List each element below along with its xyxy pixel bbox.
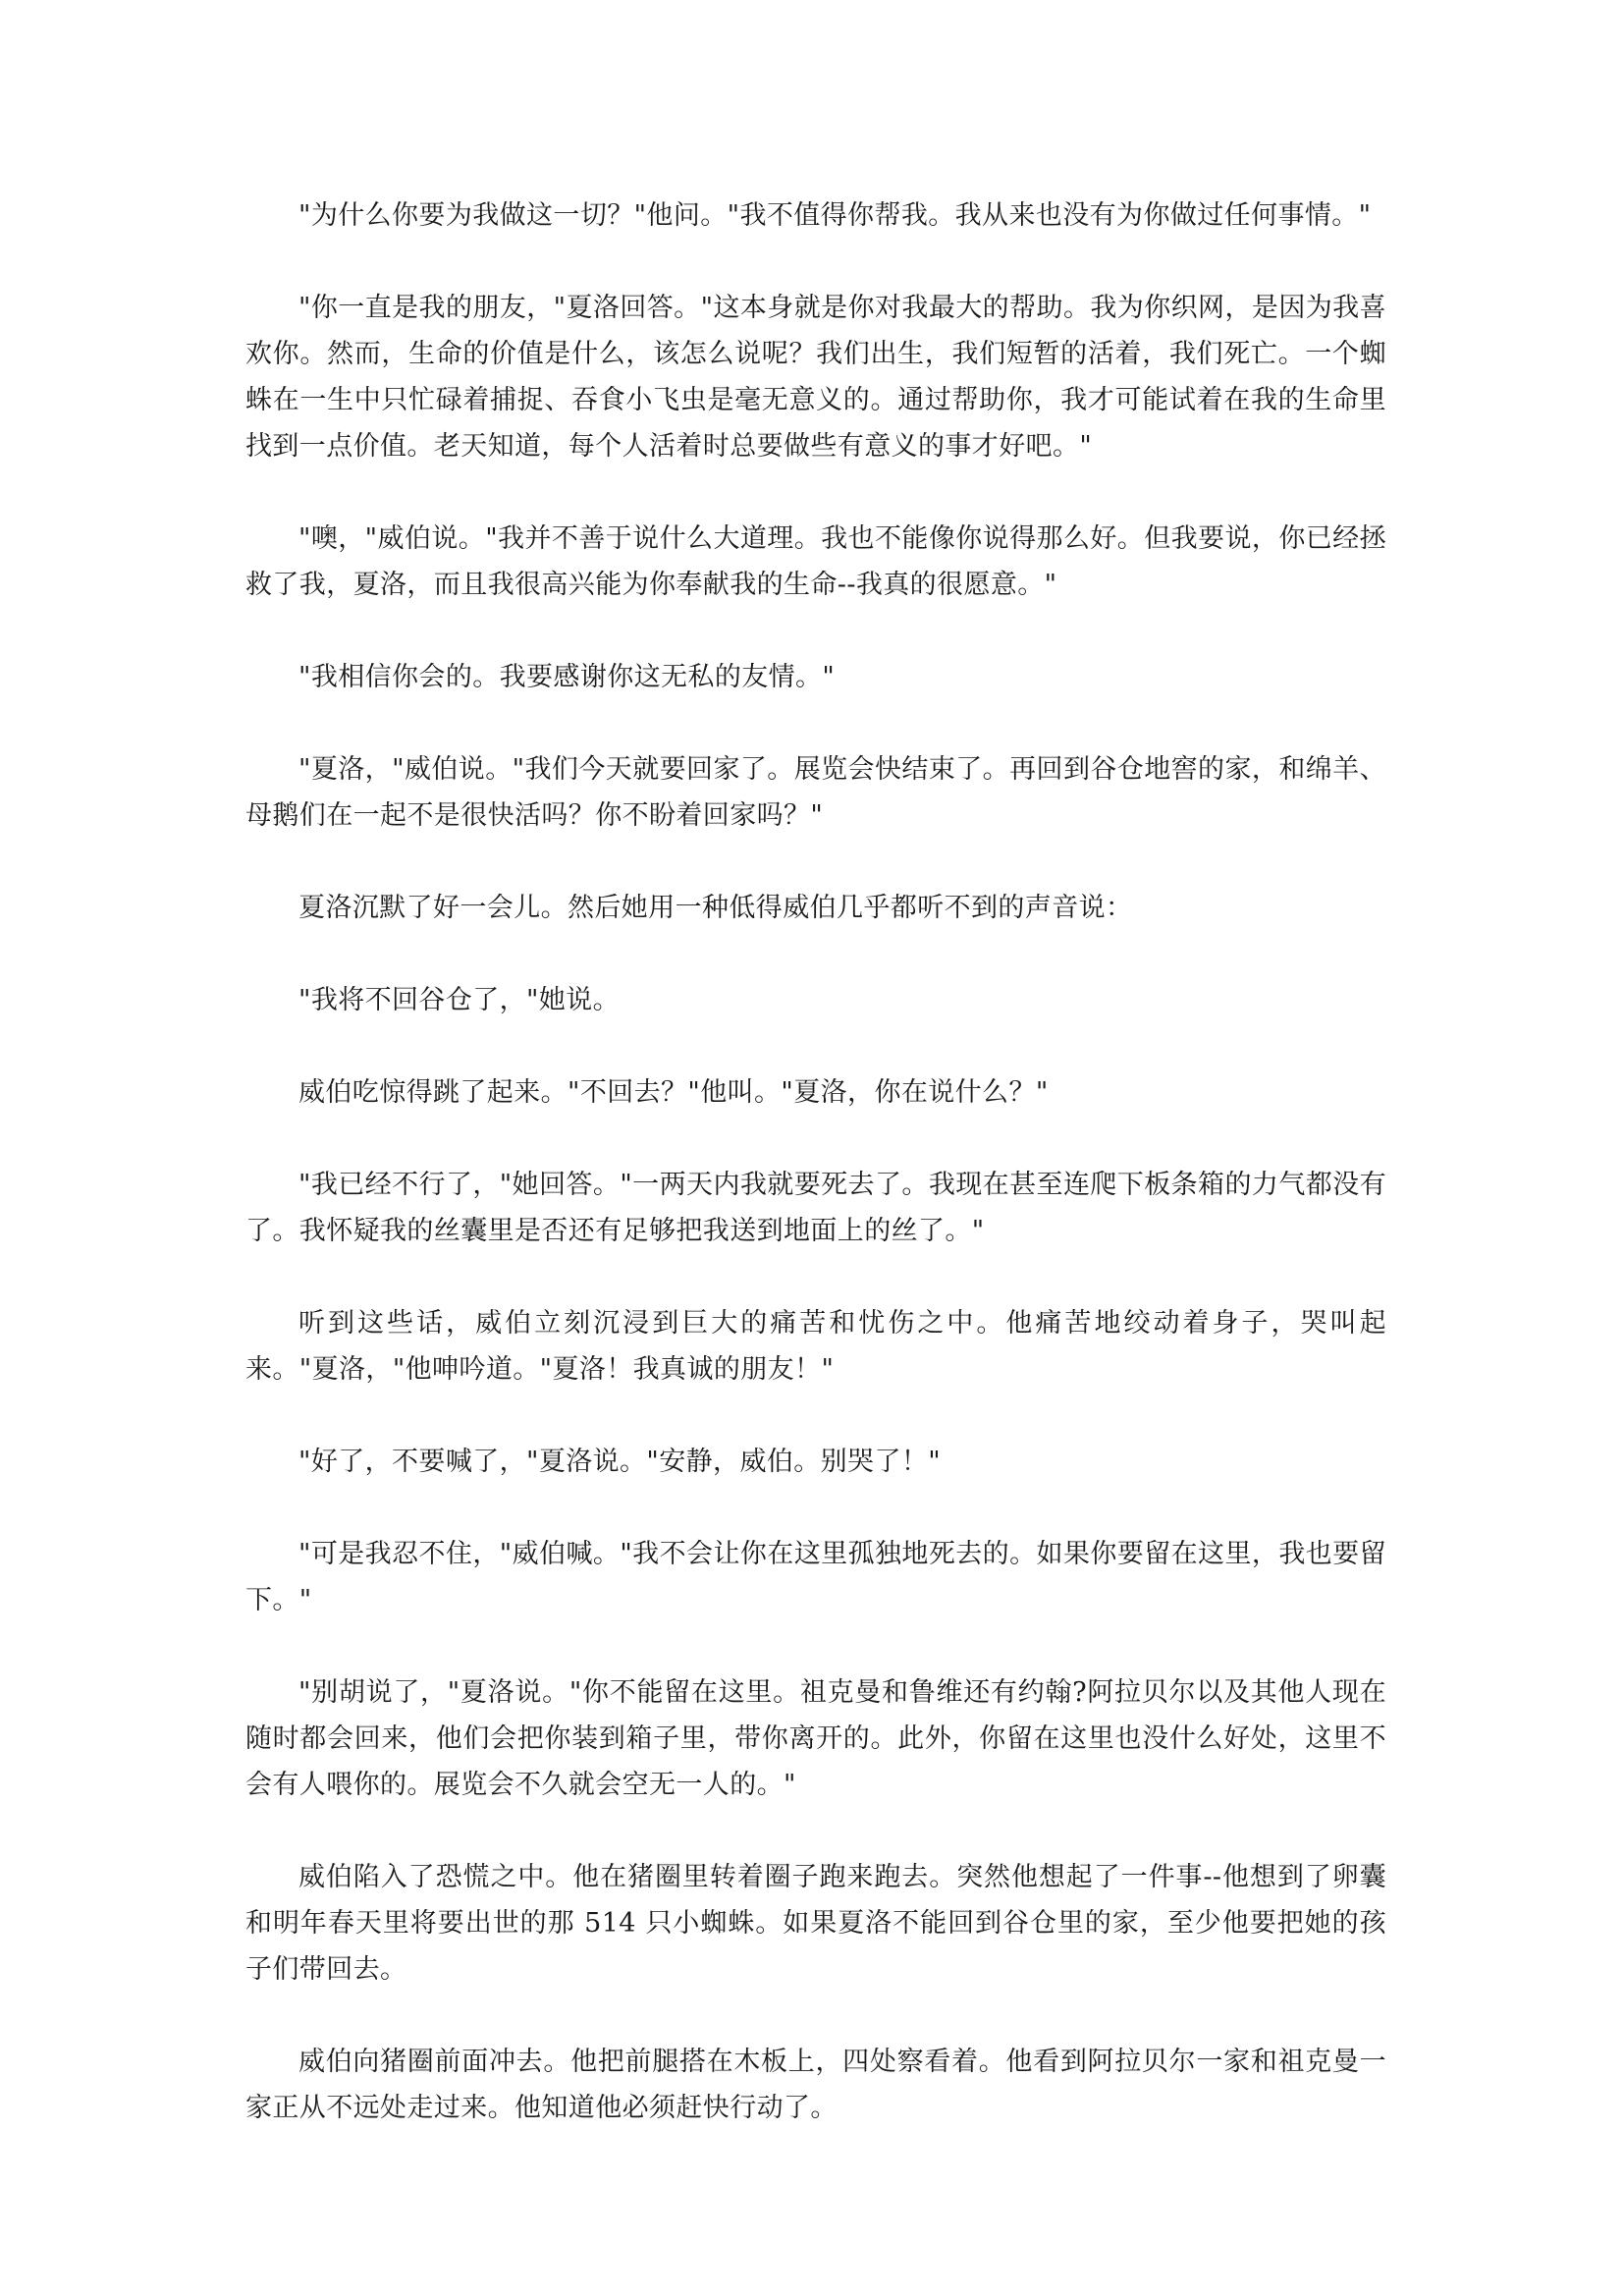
paragraph: "可是我忍不住，"威伯喊。"我不会让你在这里孤独地死去的。如果你要留在这里，我也要留下。" xyxy=(245,1539,1386,1615)
paragraph: 威伯吃惊得跳了起来。"不回去？"他叫。"夏洛，你在说什么？" xyxy=(298,1077,1049,1108)
paragraph: "噢，"威伯说。"我并不善于说什么大道理。我也不能像你说得那么好。但我要说，你已经拯救了我，夏洛，而且我很高兴能为你奉献我的生命--我真的很愿意。" xyxy=(245,523,1386,600)
paragraph: "别胡说了，"夏洛说。"你不能留在这里。祖克曼和鲁维还有约翰?阿拉贝尔以及其他人现在随时都会回来，他们会把你装到箱子里，带你离开的。此外，你留在这里也没什么好处，这里不会有人喂你的。展览会不久就会空无一人的。" xyxy=(245,1677,1386,1800)
paragraph: 威伯向猪圈前面冲去。他把前腿搭在木板上，四处察看着。他看到阿拉贝尔一家和祖克曼一家正从不远处走过来。他知道他必须赶快行动了。 xyxy=(245,2047,1386,2123)
paragraph: "好了，不要喊了，"夏洛说。"安静，威伯。别哭了！" xyxy=(298,1447,942,1477)
paragraph: "你一直是我的朋友，"夏洛回答。"这本身就是你对我最大的帮助。我为你织网，是因为我喜欢你。然而，生命的价值是什么，该怎么说呢？我们出生，我们短暂的活着，我们死亡。一个蜘蛛在一生中只忙碌着捕捉、吞食小飞虫是毫无意义的。通过帮助你，我才可能试着在我的生命里找到一点价值。老天知道，每个人活着时总要做些有意义的事才好吧。" xyxy=(245,293,1386,462)
paragraph: 听到这些话，威伯立刻沉浸到巨大的痛苦和忧伤之中。他痛苦地绞动着身子，哭叫起来。"夏洛，"他呻吟道。"夏洛！我真诚的朋友！" xyxy=(245,1308,1386,1385)
document-page xyxy=(245,192,1386,2131)
paragraph: "夏洛，"威伯说。"我们今天就要回家了。展览会快结束了。再回到谷仓地窖的家，和绵羊、母鹅们在一起不是很快活吗？你不盼着回家吗？" xyxy=(245,754,1386,831)
paragraph: 夏洛沉默了好一会儿。然后她用一种低得威伯几乎都听不到的声音说： xyxy=(298,893,1133,923)
paragraph: "我将不回谷仓了，"她说。 xyxy=(298,985,621,1015)
paragraph: "我已经不行了，"她回答。"一两天内我就要死去了。我现在甚至连爬下板条箱的力气都没有了。我怀疑我的丝囊里是否还有足够把我送到地面上的丝了。" xyxy=(245,1170,1386,1246)
paragraph: 威伯陷入了恐慌之中。他在猪圈里转着圈子跑来跑去。突然他想起了一件事--他想到了卵囊和明年春天里将要出世的那 514 只小蜘蛛。如果夏洛不能回到谷仓里的家，至少他要把她的孩子们带回去。 xyxy=(245,1862,1386,1985)
paragraph: "为什么你要为我做这一切？"他问。"我不值得你帮我。我从来也没有为你做过任何事情。" xyxy=(298,200,1372,231)
paragraph: "我相信你会的。我要感谢你这无私的友情。" xyxy=(298,662,836,692)
